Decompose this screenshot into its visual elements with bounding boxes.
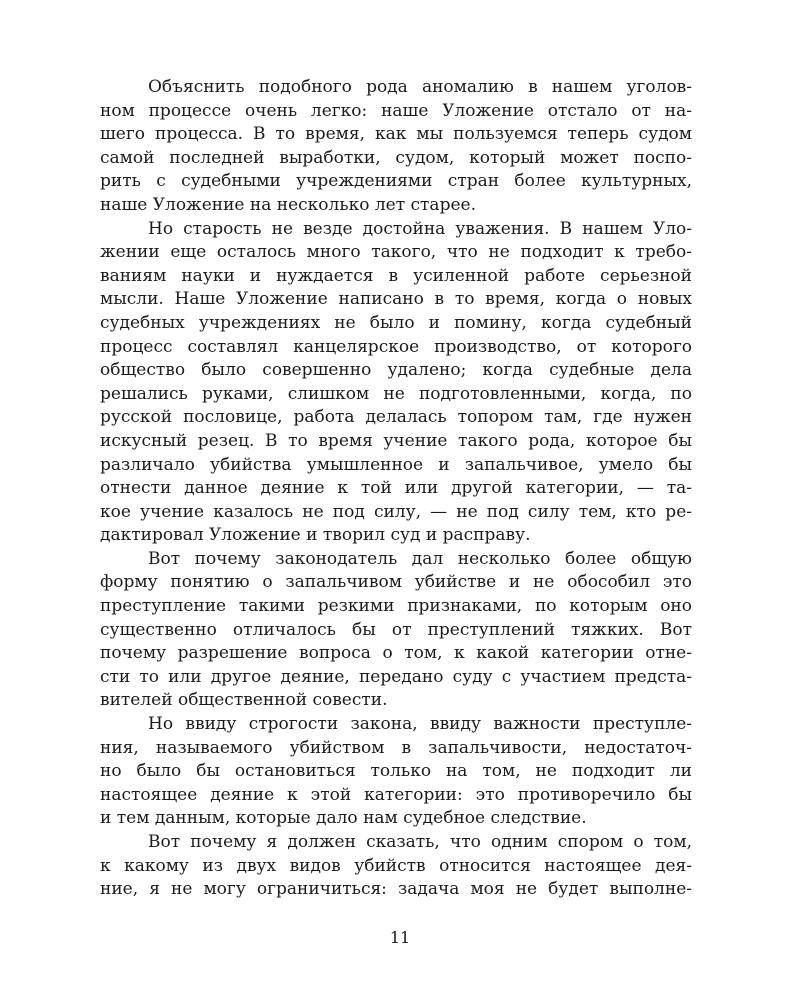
text-line: ваниям науки и нуждается в усиленной работе серьезной — [100, 265, 692, 286]
text-line: вителей общественной совести. — [100, 690, 388, 711]
text-line: судебных учреждениях не было и помину, когда судебный — [100, 312, 692, 333]
text-line: общество было совершенно удалено; когда судебные дела — [100, 360, 692, 381]
text-line: Объяснить подобного рода аномалию в нашем уголов- — [148, 77, 692, 97]
text-line: решались руками, слишком не подготовленными, когда, по — [100, 383, 692, 404]
text-line: но было бы остановиться только на том, не подходит ли — [100, 761, 692, 782]
text-line: самой последней выработки, судом, который может поспо- — [100, 147, 692, 168]
text-line: Вот почему я должен сказать, что одним спором о том, — [148, 832, 692, 852]
text-line: к какому из двух видов убийств относится настоящее дея- — [100, 855, 692, 876]
text-line: сти то или другое деяние, передано суду с участием предста- — [100, 666, 692, 687]
text-line: рить с судебными учреждениями стран более культурных, — [100, 171, 692, 192]
text-line: мысли. Наше Уложение написано в то время, когда о новых — [100, 289, 692, 310]
text-line: жении еще осталось много такого, что не подходит к требо- — [100, 242, 692, 263]
page-number: 11 — [389, 928, 411, 947]
text-line: отнести данное деяние к той или другой категории, — та- — [100, 478, 692, 499]
text-line: преступление такими резкими признаками, по которым оно — [100, 596, 692, 617]
text-line: различало убийства умышленное и запальчивое, умело бы — [100, 454, 692, 475]
text-line: русской пословице, работа делалась топором там, где нужен — [100, 407, 692, 428]
text-line: кое учение казалось не под силу, — не под силу тем, кто ре- — [100, 501, 692, 522]
text-line: процесс составлял канцелярское производство, от которого — [100, 336, 692, 357]
text-line: шего процесса. В то время, как мы пользуемся теперь судом — [100, 124, 692, 145]
text-line: почему разрешение вопроса о том, к какой категории отне- — [100, 643, 692, 664]
text-line: и тем данным, которые дало нам судебное следствие. — [100, 808, 587, 829]
text-line: форму понятию о запальчивом убийстве и не обособил это — [100, 572, 692, 593]
paragraph — [100, 713, 692, 831]
text-line: Вот почему законодатель дал несколько более общую — [148, 548, 692, 569]
paragraph — [100, 548, 692, 713]
text-line: Но ввиду строгости закона, ввиду важности преступле- — [148, 714, 692, 735]
text-line: ние, я не могу ограничиться: задача моя не будет выполне- — [100, 879, 692, 900]
text-line: настоящее деяние к этой категории: это противоречило бы — [100, 784, 692, 805]
text-line: искусный резец. В то время учение такого рода, которое бы — [100, 430, 692, 451]
paragraph — [100, 831, 692, 902]
paragraph — [100, 76, 692, 218]
text-line: существенно отличалось бы от преступлений тяжких. Вот — [100, 619, 692, 640]
text-line: дактировал Уложение и творил суд и расправу. — [100, 525, 531, 546]
body-text — [100, 76, 692, 902]
text-line: Но старость не везде достойна уважения. В нашем Уло- — [148, 218, 692, 239]
text-line: ния, называемого убийством в запальчивости, недостаточ- — [100, 737, 692, 758]
paragraph — [100, 218, 692, 548]
text-line: ном процессе очень легко: наше Уложение отстало от на- — [100, 100, 692, 121]
text-line: наше Уложение на несколько лет старее. — [100, 194, 476, 215]
